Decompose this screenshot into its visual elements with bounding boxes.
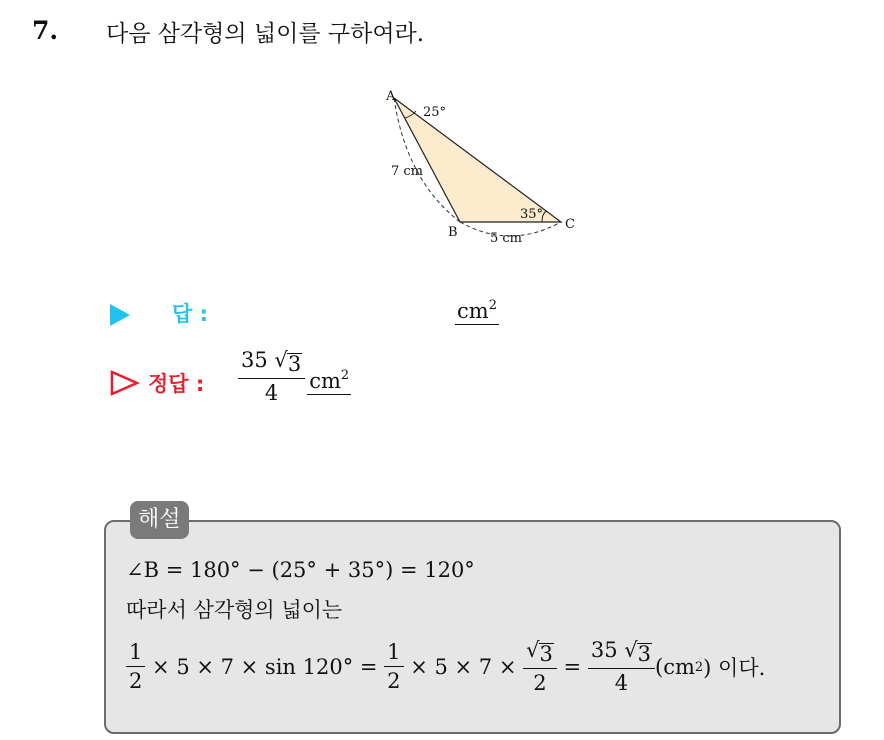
angle-c-label: 35° (520, 207, 544, 222)
side-bc-label: 5 cm (490, 231, 523, 246)
correct-unit: cm (309, 368, 341, 393)
answer-unit: cm (457, 299, 489, 323)
frac-3: √ 3 2 (523, 640, 557, 694)
angle-a-label: 25° (423, 105, 447, 120)
expr-1: × 5 × 7 × sin 120° = (145, 655, 385, 679)
vertex-c-label: C (565, 217, 575, 232)
frac-4: 35 √ 3 4 (588, 640, 655, 694)
explanation-box (104, 520, 841, 734)
answer-label: 답 : (172, 302, 208, 326)
answer-blank[interactable] (455, 298, 499, 325)
frac-2: $\frac{1}{2}$ (384, 642, 403, 692)
correct-unit-exp: 2 (340, 367, 350, 383)
question-text: 다음 삼각형의 넓이를 구하여라. (106, 21, 425, 47)
correct-label: 정답 : (148, 372, 205, 396)
correct-fraction: 35 √ 3 4 (238, 350, 305, 404)
frac-1: $\frac{1}{2}$ (126, 642, 145, 692)
vertex-a-label: A (386, 89, 396, 104)
explanation-line-1: ∠B = 180° − (25° + 35°) = 120° (126, 558, 475, 582)
unit-exp: 2 (694, 659, 704, 675)
explanation-line-3 (126, 640, 765, 694)
vertex-b-label: B (448, 225, 458, 240)
correct-numerator: 35 (241, 348, 268, 372)
expr-2: × 5 × 7 × (403, 655, 524, 679)
correct-denominator: 4 (264, 381, 279, 405)
correct-root: 3 (287, 352, 302, 376)
answer-arrow-icon (110, 304, 130, 326)
explanation-line-2: 따라서 삼각형의 넓이는 (126, 598, 343, 622)
explanation-tag: 해설 (130, 501, 189, 539)
unit-close: ) 이다. (703, 656, 766, 680)
triangle-shape (394, 98, 561, 222)
unit-open: (cm (655, 655, 695, 679)
triangle-figure (380, 80, 590, 250)
correct-arrow-icon (110, 370, 140, 396)
eq-sign: = (556, 655, 588, 679)
side-ab-label: 7 cm (391, 164, 424, 179)
correct-value (238, 350, 351, 404)
correct-unit-wrap (307, 368, 351, 395)
question-number: 7. (32, 16, 59, 45)
answer-unit-exp: 2 (488, 298, 497, 313)
